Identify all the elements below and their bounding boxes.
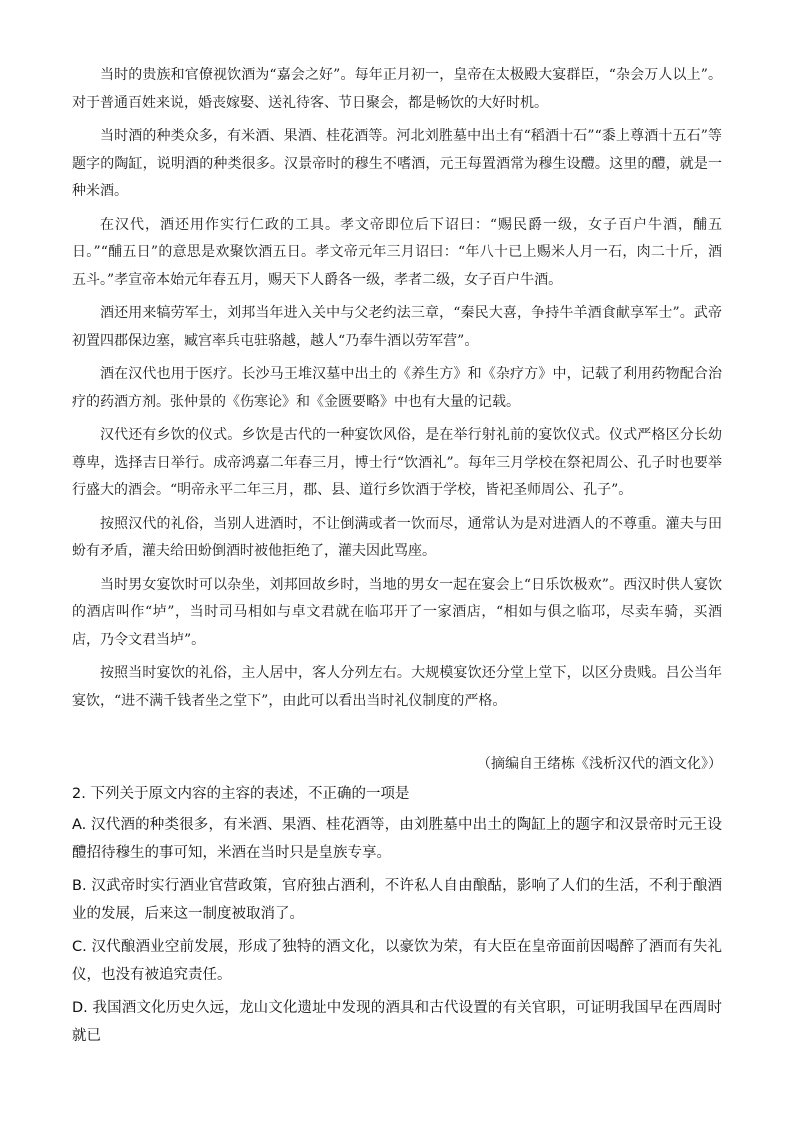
passage-paragraph: 按照当时宴饮的礼俗，主人居中，客人分列左右。大规模宴饮还分堂上堂下，以区分贵贱。吕公当年宴饮，“进不满千钱者坐之堂下”，由此可以看出当时礼仪制度的严格。 — [72, 665, 722, 709]
passage-paragraph: 当时男女宴饮时可以杂坐，刘邦回故乡时，当地的男女一起在宴会上“日乐饮极欢”。西汉时供人宴饮的酒店叫作“垆”，当时司马相如与卓文君就在临邛开了一家酒店，“相如与俱之临邛，尽卖车骑，买酒店，乃令文君当垆”。 — [72, 576, 722, 648]
option-b: B. 汉武帝时实行酒业官营政策，官府独占酒利，不许私人自由酿酤，影响了人们的生活，不利于酿酒业的发展，后来这一制度被取消了。 — [72, 877, 722, 922]
source-citation: （摘编自王绪栋《浅析汉代的酒文化》） — [477, 756, 722, 772]
question-block — [72, 780, 722, 1055]
passage-paragraph: 酒还用来犒劳军士，刘邦当年进入关中与父老约法三章，“秦民大喜，争持牛羊酒食献享军士”。武帝初置四郡保边塞，臧宫率兵屯驻骆越，越人“乃奉牛酒以劳军营”。 — [72, 305, 722, 349]
passage-paragraph: 按照汉代的礼俗，当别人进酒时，不让倒满或者一饮而尽，通常认为是对进酒人的不尊重。灌夫与田蚡有矛盾，灌夫给田蚡倒酒时被他拒绝了，灌夫因此骂座。 — [72, 515, 722, 559]
option-c: C. 汉代酿酒业空前发展，形成了独特的酒文化，以豪饮为荣，有大臣在皇帝面前因喝醉了酒而有失礼仪，也没有被追究责任。 — [72, 938, 722, 983]
option-a: A. 汉代酒的种类很多，有米酒、果酒、桂花酒等，由刘胜墓中出土的陶缸上的题字和汉景帝时元王设醴招待穆生的事可知，米酒在当时只是皇族专享。 — [72, 816, 722, 861]
passage-paragraph: 在汉代，酒还用作实行仁政的工具。孝文帝即位后下诏曰：“赐民爵一级，女子百户牛酒，酺五日。”“酺五日”的意思是欢聚饮酒五日。孝文帝元年三月诏曰：“年八十已上赐米人月一石，肉二十斤，酒五斗。”孝宣帝本始元年春五月，赐天下人爵各一级，孝者二级，女子百户牛酒。 — [72, 216, 722, 288]
option-d: D. 我国酒文化历史久远，龙山文化遗址中发现的酒具和古代设置的有关官职，可证明我国早在西周时就已 — [72, 999, 722, 1044]
passage-paragraph: 汉代还有乡饮的仪式。乡饮是古代的一种宴饮风俗，是在举行射礼前的宴饮仪式。仪式严格区分长幼尊卑，选择吉日举行。成帝鸿嘉二年春三月，博士行“饮酒礼”。每年三月学校在祭祀周公、孔子时也要举行盛大的酒会。“明帝永平二年三月，郡、县、道行乡饮酒于学校，皆祀圣师周公、孔子”。 — [72, 427, 722, 498]
question-stem: 2. 下列关于原文内容的主容的表述，不正确的一项是 — [72, 786, 410, 802]
passage-paragraph: 酒在汉代也用于医疗。长沙马王堆汉墓中出土的《养生方》和《杂疗方》中，记载了利用药物配合治疗的药酒方剂。张仲景的《伤寒论》和《金匮要略》中也有大量的记载。 — [72, 366, 722, 410]
passage-text — [72, 62, 722, 721]
passage-paragraph: 当时酒的种类众多，有米酒、果酒、桂花酒等。河北刘胜墓中出土有“稻酒十石”“黍上尊酒十五石”等题字的陶缸，说明酒的种类很多。汉景帝时的穆生不嗜酒，元王每置酒常为穆生设醴。这里的醴，就是一种米酒。 — [72, 128, 722, 199]
passage-paragraph: 当时的贵族和官僚视饮酒为“嘉会之好”。每年正月初一，皇帝在太极殿大宴群臣，“杂会万人以上”。对于普通百姓来说，婚丧嫁娶、送礼待客、节日聚会，都是畅饮的大好时机。 — [72, 67, 722, 111]
